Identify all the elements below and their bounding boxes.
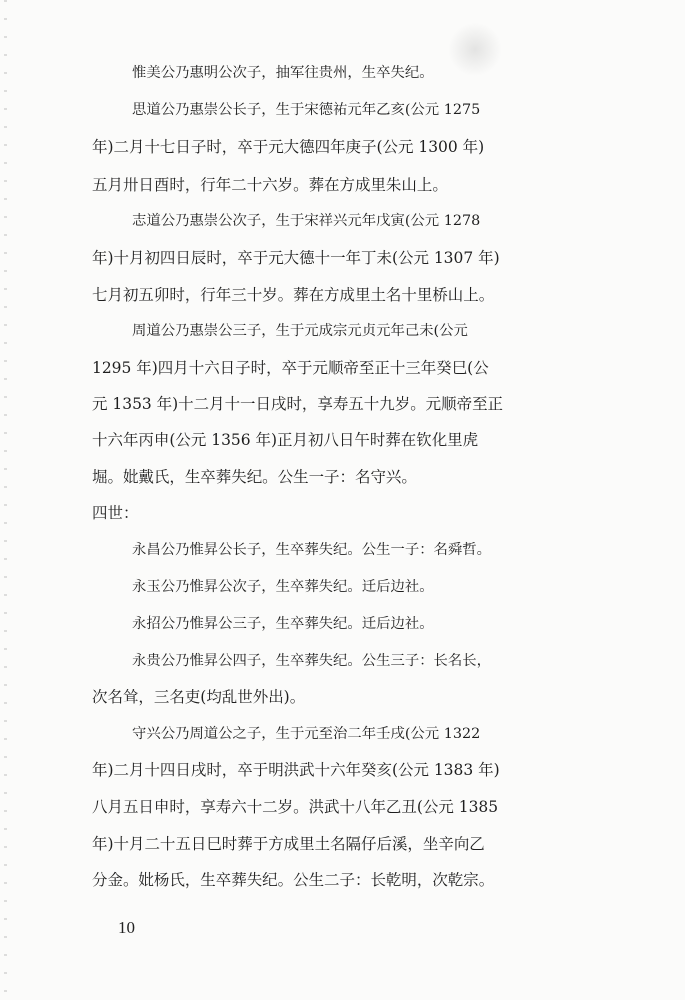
text-line: 思道公乃惠崇公长子，生于宋德祐元年乙亥(公元 1275 bbox=[132, 102, 481, 118]
text-line: 1295 年)四月十六日子时，卒于元顺帝至正十三年癸巳(公 bbox=[92, 359, 489, 377]
page-number: 10 bbox=[118, 918, 135, 937]
text-line: 永玉公乃惟昇公次子，生卒葬失纪。迁后边社。 bbox=[132, 579, 434, 595]
text-line: 年)二月十七日子时，卒于元大德四年庚子(公元 1300 年) bbox=[92, 138, 485, 156]
text-line: 年)十月初四日辰时，卒于元大德十一年丁未(公元 1307 年) bbox=[92, 249, 500, 267]
text-line: 永贵公乃惟昇公四子，生卒葬失纪。公生三子：长名长， bbox=[132, 653, 491, 669]
text-line: 志道公乃惠崇公次子，生于宋祥兴元年戊寅(公元 1278 bbox=[132, 213, 481, 229]
text-line: 八月五日申时，享寿六十二岁。洪武十八年乙丑(公元 1385 bbox=[92, 798, 499, 816]
text-line: 永招公乃惟昇公三子，生卒葬失纪。迁后边社。 bbox=[132, 616, 434, 632]
section-heading: 四世： bbox=[92, 504, 139, 522]
text-line: 七月初五卯时，行年三十岁。葬在方成里土名十里桥山上。 bbox=[92, 286, 495, 304]
text-line: 周道公乃惠崇公三子，生于元成宗元贞元年己未(公元 bbox=[132, 323, 468, 339]
text-line: 十六年丙申(公元 1356 年)正月初八日午时葬在钦化里虎 bbox=[92, 431, 479, 449]
text-line: 次名耸，三名吏(均乱世外出)。 bbox=[92, 688, 306, 706]
text-line: 惟美公乃惠明公次子，抽军往贵州，生卒失纪。 bbox=[132, 65, 434, 81]
text-line: 年)十月二十五日巳时葬于方成里土名隔仔后溪，坐辛向乙 bbox=[92, 835, 485, 853]
text-line: 守兴公乃周道公之子，生于元至治二年壬戌(公元 1322 bbox=[132, 726, 481, 742]
text-line: 分金。妣杨氏，生卒葬失纪。公生二子：长乾明，次乾宗。 bbox=[92, 871, 495, 889]
text-line: 五月卅日酉时，行年二十六岁。葬在方成里朱山上。 bbox=[92, 176, 448, 194]
text-line: 堀。妣戴氏，生卒葬失纪。公生一子：名守兴。 bbox=[92, 468, 417, 486]
text-line: 年)二月十四日戌时，卒于明洪武十六年癸亥(公元 1383 年) bbox=[92, 761, 500, 779]
text-line: 永昌公乃惟昇公长子，生卒葬失纪。公生一子：名舜哲。 bbox=[132, 542, 491, 558]
text-line: 元 1353 年)十二月十一日戌时，享寿五十九岁。元顺帝至正 bbox=[92, 395, 504, 413]
